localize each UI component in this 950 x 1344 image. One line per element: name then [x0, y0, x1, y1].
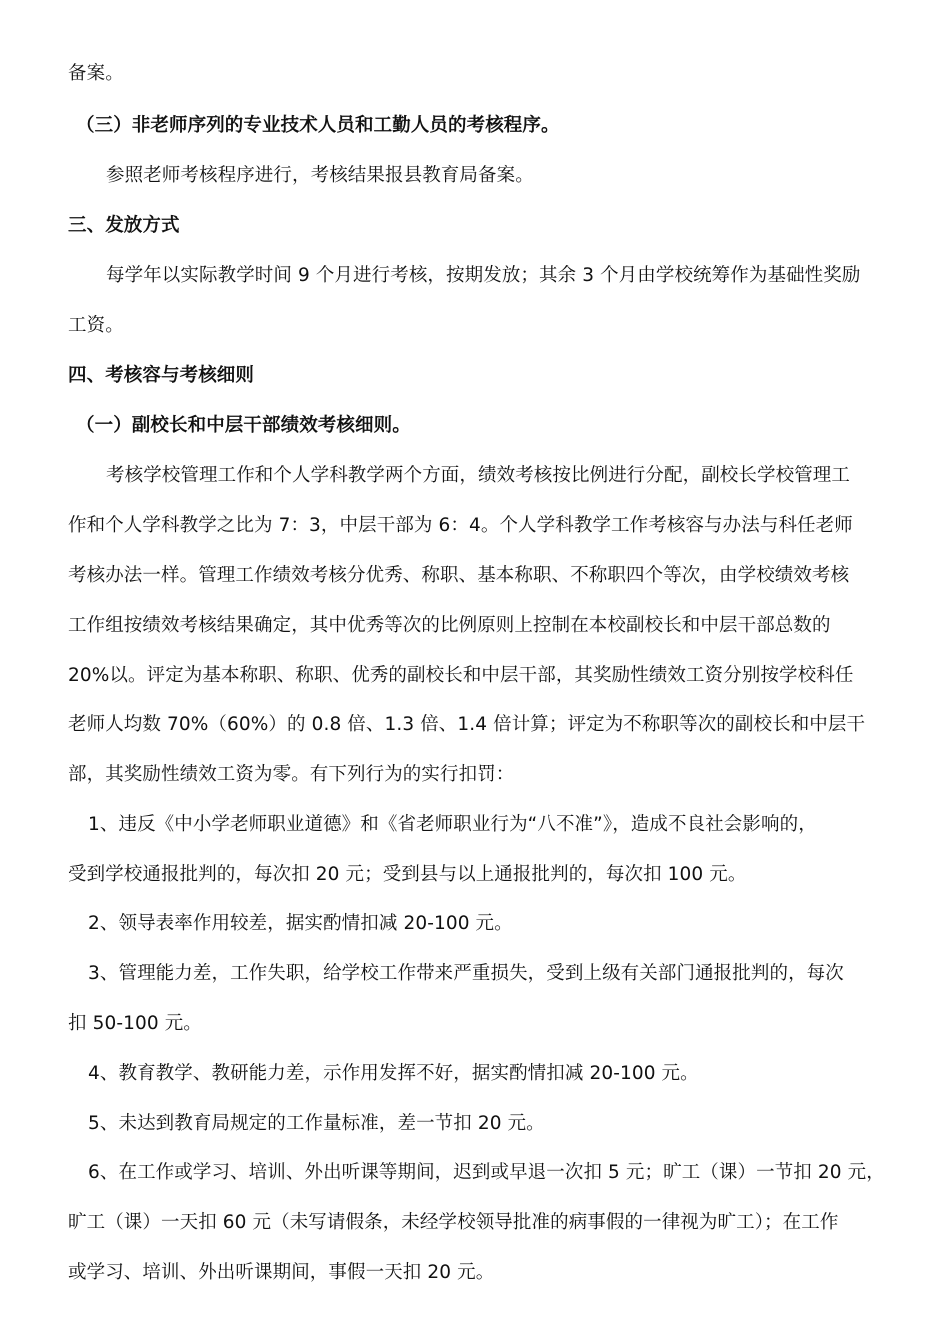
paragraph-line: 工资。 [68, 315, 124, 336]
paragraph-line: 考核办法一样。管理工作绩效考核分优秀、称职、基本称职、不称职四个等次，由学校绩效考核 [68, 565, 850, 586]
paragraph-line: 旷工（课）一天扣 60 元（未写请假条，未经学校领导批准的病事假的一律视为旷工）；在工作 [68, 1212, 839, 1233]
section-heading: 四、考核容与考核细则 [68, 365, 255, 386]
list-item: 5、未达到教育局规定的工作量标准，差一节扣 20 元。 [88, 1113, 545, 1134]
section-heading: 三、发放方式 [68, 215, 180, 236]
paragraph-line: 工作组按绩效考核结果确定，其中优秀等次的比例原则上控制在本校副校长和中层干部总数的 [68, 615, 831, 636]
paragraph-line: 每学年以实际教学时间 9 个月进行考核，按期发放；其余 3 个月由学校统筹作为基础性奖励 [106, 265, 861, 286]
section-heading: （三）非老师序列的专业技术人员和工勤人员的考核程序。 [76, 115, 560, 136]
paragraph-line: 或学习、培训、外出听课期间，事假一天扣 20 元。 [68, 1262, 495, 1283]
list-item: 3、管理能力差，工作失职，给学校工作带来严重损失，受到上级有关部门通报批判的，每次 [88, 963, 844, 984]
paragraph-line: 考核学校管理工作和个人学科教学两个方面，绩效考核按比例进行分配，副校长学校管理工 [106, 465, 851, 486]
paragraph-line: 扣 50-100 元。 [68, 1013, 202, 1034]
paragraph-line: 备案。 [68, 63, 124, 84]
list-item: 1、违反《中小学老师职业道德》和《省老师职业行为“八不准”》，造成不良社会影响的， [88, 814, 817, 835]
paragraph-line: 参照老师考核程序进行，考核结果报县教育局备案。 [106, 165, 534, 186]
paragraph-line: 20%以。评定为基本称职、称职、优秀的副校长和中层干部，其奖励性绩效工资分别按学校科任 [68, 665, 854, 686]
list-item: 4、教育教学、教研能力差，示作用发挥不好，据实酌情扣减 20-100 元。 [88, 1063, 699, 1084]
section-heading: （一）副校长和中层干部绩效考核细则。 [76, 415, 411, 436]
list-item: 2、领导表率作用较差，据实酌情扣减 20-100 元。 [88, 913, 513, 934]
paragraph-line: 受到学校通报批判的，每次扣 20 元；受到县与以上通报批判的，每次扣 100 元。 [68, 864, 747, 885]
paragraph-line: 部，其奖励性绩效工资为零。有下列行为的实行扣罚： [68, 764, 515, 785]
paragraph-line: 老师人均数 70%（60%）的 0.8 倍、1.3 倍、1.4 倍计算；评定为不称职等次的副校长和中层干 [68, 714, 866, 735]
paragraph-line: 作和个人学科教学之比为 7：3，中层干部为 6：4。个人学科教学工作考核容与办法与科任老师 [68, 515, 853, 536]
list-item: 6、在工作或学习、培训、外出听课等期间，迟到或早退一次扣 5 元；旷工（课）一节扣 20 元， [88, 1162, 885, 1183]
